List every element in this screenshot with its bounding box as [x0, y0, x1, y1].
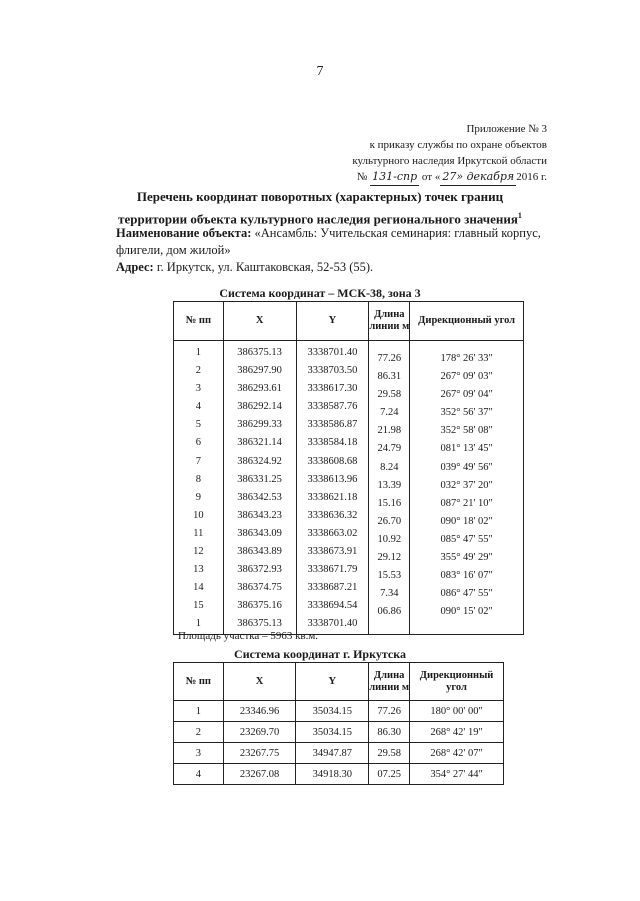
segment-length: 21.98 — [377, 425, 402, 437]
segment-length: 86.31 — [377, 371, 402, 383]
cell-no: 4 — [174, 764, 224, 785]
header-x: X — [223, 302, 296, 341]
cell-length: 07.25 — [369, 764, 410, 785]
point-y: 3338687.21 — [307, 582, 358, 594]
point-y: 3338703.50 — [307, 365, 358, 377]
segment-angle: 090° 15' 02" — [440, 606, 493, 618]
order-date-handwritten: 27» декабря — [440, 169, 516, 186]
object-address — [116, 259, 556, 276]
page-number: 7 — [316, 64, 324, 79]
table1-title: Система координат – МСК-38, зона 3 — [219, 286, 421, 300]
segment-length: 06.86 — [377, 606, 402, 618]
table1-body — [174, 341, 524, 635]
order-number-prefix: № — [356, 171, 368, 183]
cell-x: 23267.75 — [223, 743, 296, 764]
point-y: 3338587.76 — [307, 401, 358, 413]
cell-length: 86.30 — [369, 722, 410, 743]
header-angle: Дирекционный угол — [410, 302, 524, 341]
segment-angle: 090° 18' 02" — [440, 515, 493, 527]
segment-length: 7.34 — [380, 588, 399, 600]
segment-length: 7.24 — [380, 407, 399, 419]
header-no: № пп — [174, 302, 224, 341]
point-x: 386331.25 — [237, 473, 282, 485]
point-number: 9 — [195, 491, 201, 503]
point-number: 5 — [195, 419, 201, 431]
point-x: 386374.75 — [237, 582, 282, 594]
order-year: 2016 г. — [516, 171, 547, 183]
segment-length: 10.92 — [377, 533, 402, 545]
point-number: 14 — [193, 582, 204, 594]
point-x: 386375.13 — [237, 347, 282, 358]
appendix-line-2: к приказу службы по охране объектов — [369, 139, 547, 151]
cell-length: 29.58 — [369, 743, 410, 764]
cell-y: 34947.87 — [296, 743, 369, 764]
segment-length: 8.24 — [380, 461, 399, 473]
point-y: 3338694.54 — [307, 600, 358, 612]
point-y: 3338617.30 — [307, 383, 358, 395]
point-number: 13 — [193, 564, 204, 576]
point-x: 386343.89 — [237, 546, 282, 558]
appendix-order-line — [227, 169, 547, 186]
point-x: 386343.09 — [237, 527, 282, 539]
segment-angle: 178° 26' 33" — [440, 353, 493, 364]
header-length: Длина линии м — [369, 663, 410, 701]
order-number-handwritten: 131-спр — [370, 169, 419, 186]
point-x: 386293.61 — [237, 383, 282, 395]
point-y: 3338621.18 — [307, 491, 358, 503]
point-number: 4 — [195, 401, 201, 413]
object-name — [116, 225, 556, 259]
cell-y: 34918.30 — [296, 764, 369, 785]
point-y: 3338636.32 — [307, 509, 358, 521]
point-number: 15 — [193, 600, 204, 612]
header-angle: Дирекционный угол — [410, 663, 504, 701]
point-number: 1 — [195, 347, 201, 358]
cell-length: 77.26 — [369, 701, 410, 722]
segment-length: 29.58 — [377, 389, 402, 401]
header-no: № пп — [174, 663, 224, 701]
cell-x: 23346.96 — [223, 701, 296, 722]
point-y: 3338613.96 — [307, 473, 358, 485]
address-value: г. Иркутск, ул. Каштаковская, 52-53 (55). — [156, 260, 374, 274]
segment-angle: 039° 49' 56" — [440, 461, 493, 473]
table1-x-values — [224, 344, 296, 634]
point-number: 8 — [195, 473, 201, 485]
point-y: 3338671.79 — [307, 564, 358, 576]
cell-x: 23267.08 — [223, 764, 296, 785]
cell-angle: 180° 00' 00" — [410, 701, 504, 722]
cell-no: 1 — [174, 701, 224, 722]
segment-angle: 032° 37' 20" — [440, 479, 493, 491]
header-length: Длина линии м — [369, 302, 410, 341]
appendix-line-3: культурного наследия Иркутской области — [352, 155, 547, 167]
cell-no: 3 — [174, 743, 224, 764]
point-x: 386299.33 — [237, 419, 282, 431]
segment-length: 15.53 — [377, 570, 402, 582]
header-x: X — [223, 663, 296, 701]
coordinates-table-msk38 — [173, 301, 524, 635]
title-line-1: Перечень координат поворотных (характерных) точек границ — [136, 189, 504, 204]
point-x: 386372.93 — [237, 564, 282, 576]
segment-length: 24.79 — [377, 443, 402, 455]
segment-angle: 352° 58' 08" — [440, 425, 493, 437]
segment-angle: 086° 47' 55" — [440, 588, 493, 600]
appendix-line-1: Приложение № 3 — [466, 123, 547, 135]
segment-angle: 267° 09' 04" — [440, 389, 493, 401]
segment-angle: 352° 56' 37" — [440, 407, 493, 419]
cell-angle: 268° 42' 19" — [410, 722, 504, 743]
point-x: 386343.23 — [237, 509, 282, 521]
point-x: 386342.53 — [237, 491, 282, 503]
point-number: 1 — [195, 618, 201, 630]
point-x: 386375.16 — [237, 600, 282, 612]
table2-title: Система координат г. Иркутска — [234, 647, 406, 661]
segment-angle: 085° 47' 55" — [440, 533, 493, 545]
table1-y-values — [297, 344, 369, 634]
cell-angle: 354° 27' 44" — [410, 764, 504, 785]
segment-length: 15.16 — [377, 497, 402, 509]
point-number: 12 — [193, 546, 204, 558]
table-row — [174, 764, 504, 785]
point-y: 3338584.18 — [307, 437, 358, 449]
point-y: 3338701.40 — [307, 618, 358, 630]
point-x: 386292.14 — [237, 401, 282, 413]
point-x: 386321.14 — [237, 437, 282, 449]
point-number: 2 — [195, 365, 201, 377]
coordinates-table-irkutsk — [173, 662, 504, 785]
point-y: 3338673.91 — [307, 546, 358, 558]
cell-x: 23269.70 — [223, 722, 296, 743]
segment-length: 29.12 — [377, 552, 402, 564]
point-y: 3338586.87 — [307, 419, 358, 431]
segment-angle: 087° 21' 10" — [440, 497, 493, 509]
point-number: 10 — [193, 509, 204, 521]
segment-length: 77.26 — [377, 353, 402, 364]
cell-y: 35034.15 — [296, 701, 369, 722]
object-name-label: Наименование объекта: — [116, 226, 252, 240]
object-name-value: «Ансамбль: Учительская семинария: главный корпус, флигели, дом жилой» — [116, 226, 541, 257]
header-y: Y — [296, 663, 369, 701]
point-number: 7 — [195, 455, 201, 467]
segment-angle: 267° 09' 03" — [440, 371, 493, 383]
table-row — [174, 743, 504, 764]
point-y: 3338701.40 — [307, 347, 358, 358]
header-y: Y — [296, 302, 369, 341]
table-row — [174, 701, 504, 722]
segment-length: 13.39 — [377, 479, 402, 491]
point-number: 11 — [193, 527, 204, 539]
point-x: 386375.13 — [237, 618, 282, 630]
table2-header-row — [174, 663, 504, 701]
table1-header-row — [174, 302, 524, 341]
segment-angle: 355° 49' 29" — [440, 552, 493, 564]
cell-angle: 268° 42' 07" — [410, 743, 504, 764]
segment-angle: 081° 13' 45" — [440, 443, 493, 455]
table1-angles — [410, 350, 523, 621]
point-y: 3338663.02 — [307, 527, 358, 539]
document-title — [40, 187, 600, 228]
segment-angle: 083° 16' 07" — [440, 570, 493, 582]
cell-y: 35034.15 — [296, 722, 369, 743]
title-footnote-mark: 1 — [517, 211, 522, 220]
point-number: 6 — [195, 437, 201, 449]
area-note: Площадь участка – 5963 кв.м. — [178, 630, 319, 642]
order-date-prefix: от « — [421, 171, 441, 183]
segment-length: 26.70 — [377, 515, 402, 527]
address-label: Адрес: — [116, 260, 154, 274]
table1-lengths — [369, 350, 409, 621]
cell-no: 2 — [174, 722, 224, 743]
appendix-header — [227, 121, 547, 186]
table1-point-numbers — [174, 344, 223, 634]
point-x: 386297.90 — [237, 365, 282, 377]
title-line-2: территории объекта культурного наследия регионального значения$^1$ — [118, 211, 522, 227]
table-row — [174, 722, 504, 743]
point-y: 3338608.68 — [307, 455, 358, 467]
point-number: 3 — [195, 383, 201, 395]
point-x: 386324.92 — [237, 455, 282, 467]
